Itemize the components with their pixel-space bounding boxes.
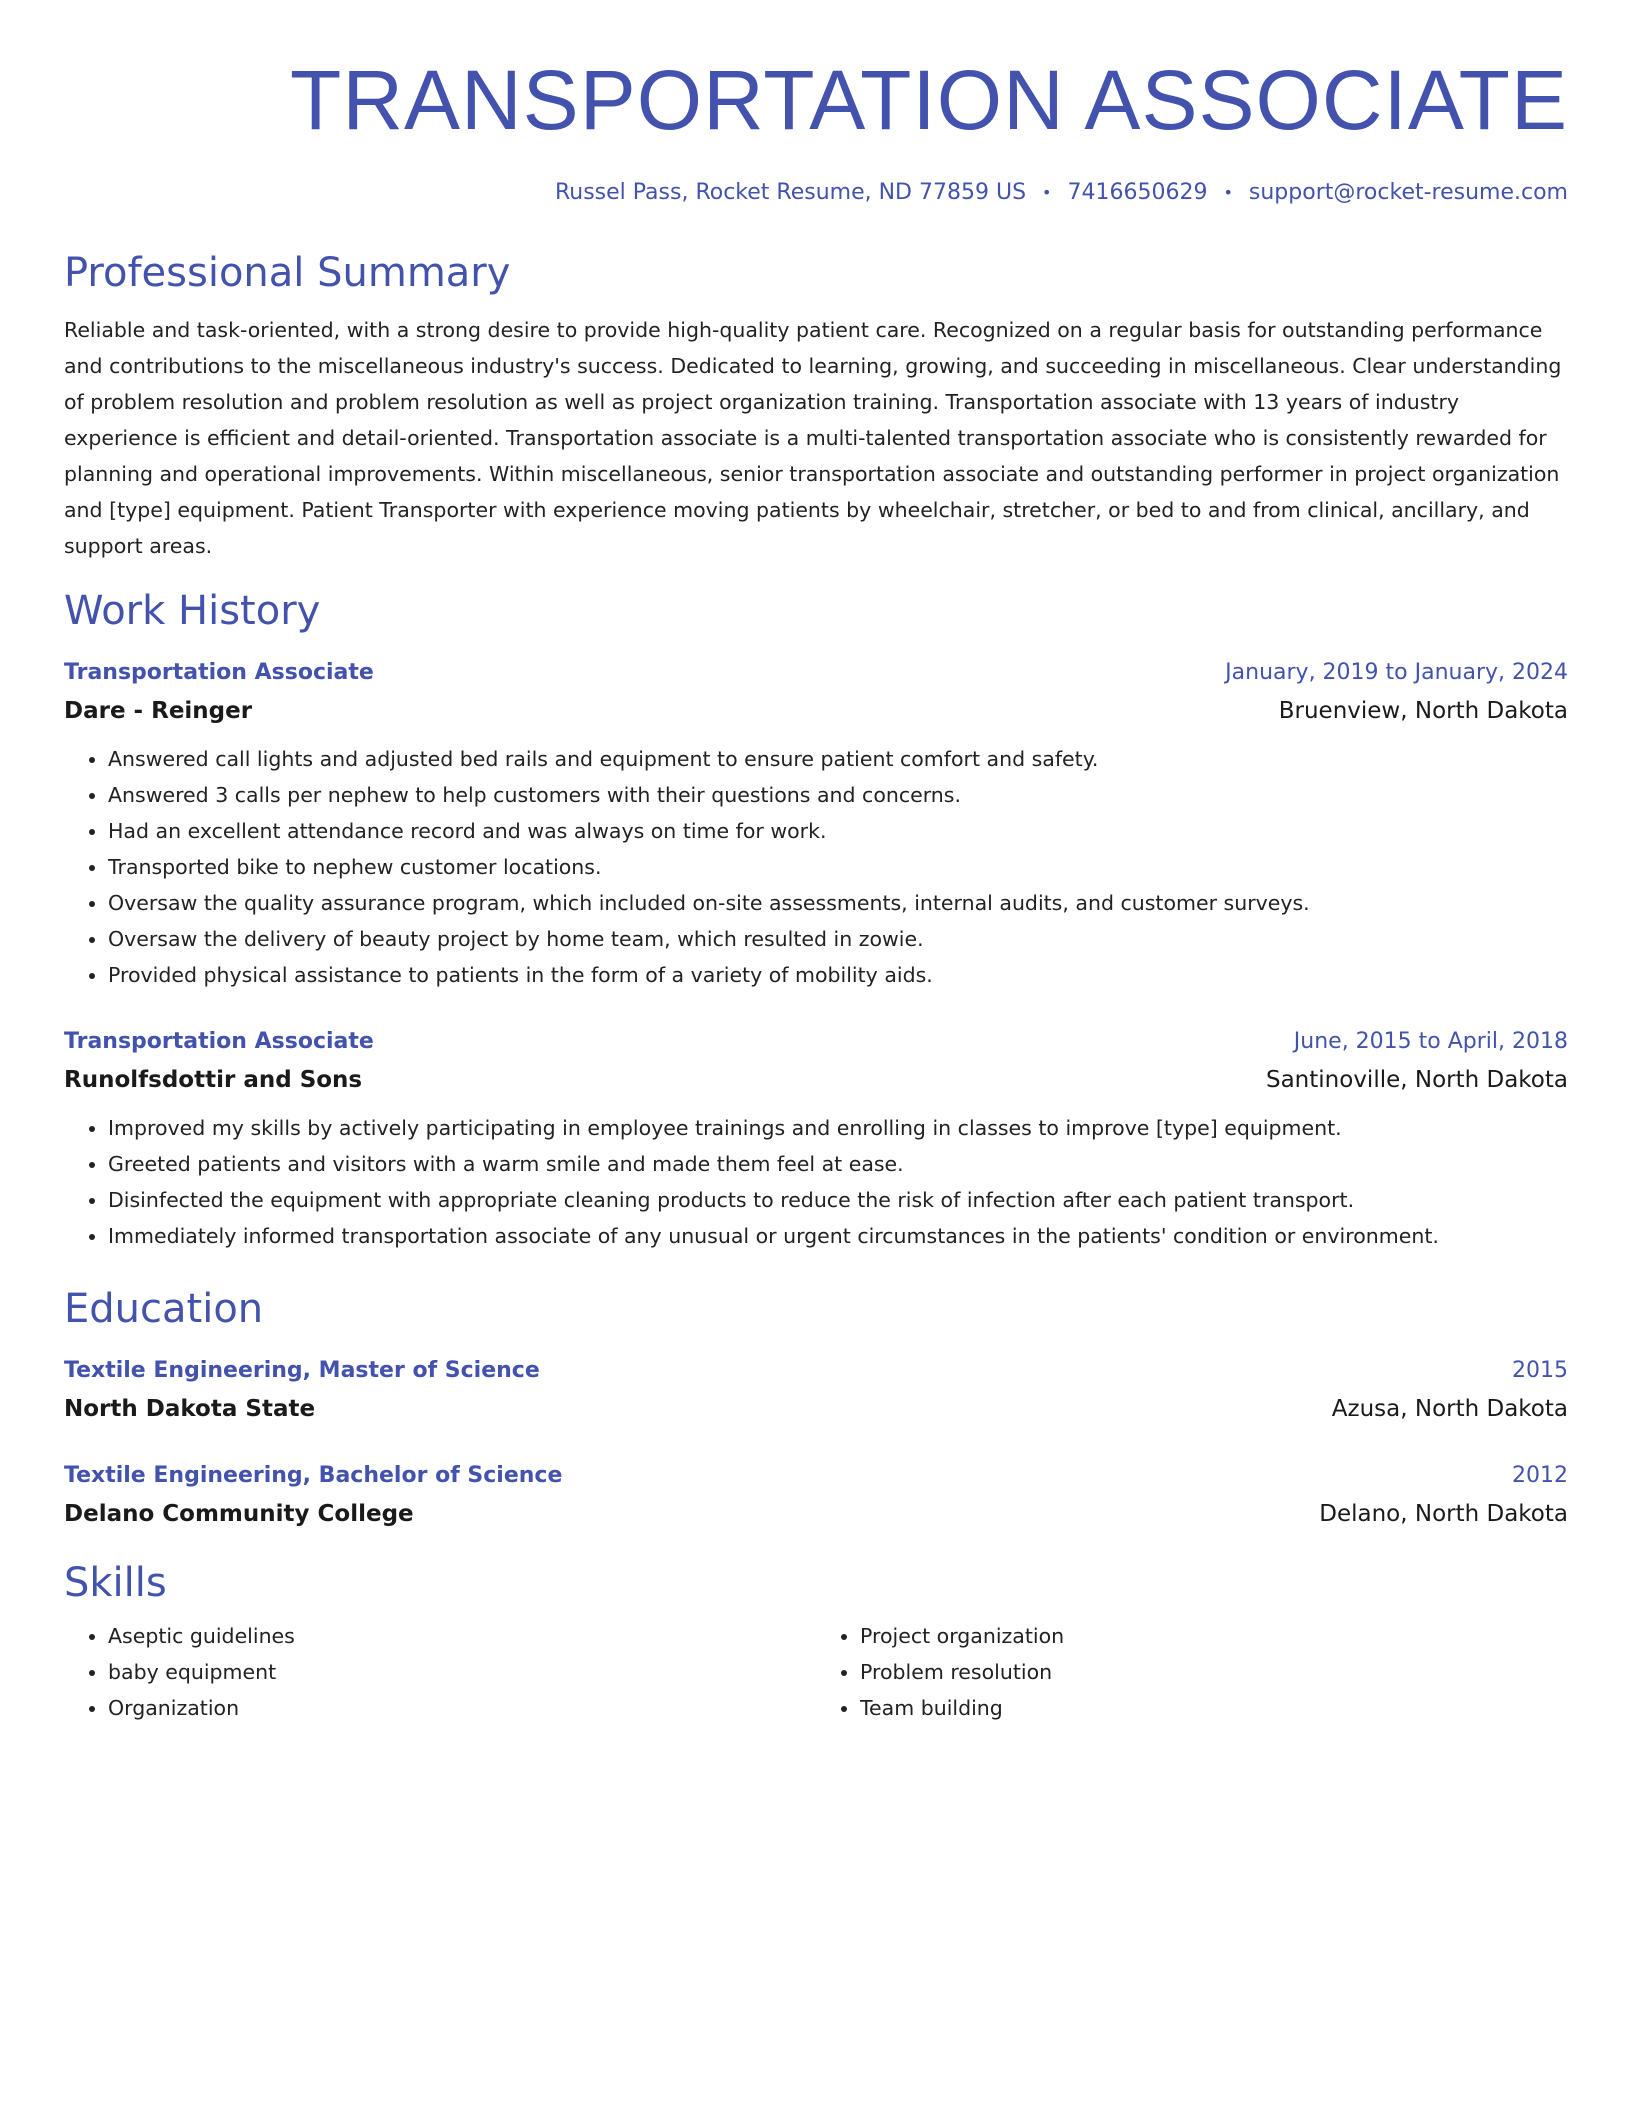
job-dates: January, 2019 to January, 2024 (1225, 660, 1568, 685)
education-section (64, 1284, 1568, 1530)
candidate-name: TRANSPORTATION ASSOCIATE (290, 53, 1568, 147)
professional-summary-section (64, 248, 1568, 564)
section-title-work: Work History (64, 588, 321, 634)
job-bullet: • Greeted patients and visitors with a warm smile and made them feel at ease. (108, 1146, 1568, 1182)
section-title-education: Education (64, 1286, 264, 1332)
job-company: Dare - Reinger (64, 698, 253, 724)
education-school: Delano Community College (64, 1501, 414, 1527)
skill-item: • Problem resolution (860, 1654, 1568, 1690)
job-role: Transportation Associate (64, 1029, 374, 1054)
education-degree: Textile Engineering, Bachelor of Science (64, 1463, 563, 1488)
skill-item: • Project organization (860, 1618, 1568, 1654)
education-year: 2012 (1512, 1463, 1568, 1488)
education-school: North Dakota State (64, 1396, 316, 1422)
education-entry (64, 1459, 1568, 1530)
job-bullets (64, 741, 1568, 993)
education-entry (64, 1354, 1568, 1425)
job-entry (64, 656, 1568, 993)
contact-line (64, 178, 1568, 208)
job-bullet: • Immediately informed transportation associate of any unusual or urgent circumstances in the patients' condition or environment. (108, 1218, 1568, 1254)
job-bullet: • Oversaw the delivery of beauty project by home team, which resulted in zowie. (108, 921, 1568, 957)
job-bullet: • Disinfected the equipment with appropriate cleaning products to reduce the risk of infection after each patient transport. (108, 1182, 1568, 1218)
job-bullet: • Transported bike to nephew customer locations. (108, 849, 1568, 885)
job-subheader (64, 695, 1568, 727)
section-title-skills: Skills (64, 1560, 167, 1606)
contact-email: support@rocket-resume.com (1248, 180, 1568, 205)
work-history-section (64, 586, 1568, 1254)
education-subheader (64, 1498, 1568, 1530)
skills-list (816, 1618, 1568, 1726)
job-dates: June, 2015 to April, 2018 (1293, 1029, 1568, 1054)
job-bullet: • Provided physical assistance to patients in the form of a variety of mobility aids. (108, 957, 1568, 993)
skills-section (64, 1558, 1568, 1726)
summary-text: Reliable and task-oriented, with a strong desire to provide high-quality patient care. Recognized on a regular basis for outstanding performance and contributions to the miscellaneous industry's success. Dedicated to learning, growing, and succeeding in miscellaneous. Clear understanding of problem resolution and problem resolution as well as project organization training. Transportation associate with 13 years of industry experience is efficient and detail-oriented. Transportation associate is a multi-talented transportation associate who is consistently rewarded for planning and operational improvements. Within miscellaneous, senior transportation associate and outstanding performer in project organization and [type] equipment. Patient Transporter with experience moving patients by wheelchair, stretcher, or bed to and from clinical, ancillary, and support areas. (64, 318, 1562, 558)
job-bullet: • Improved my skills by actively participating in employee trainings and enrolling in classes to improve [type] equipment. (108, 1110, 1568, 1146)
skill-item: • baby equipment (108, 1654, 816, 1690)
skills-column-right (816, 1618, 1568, 1726)
job-bullets (64, 1110, 1568, 1254)
resume-header (64, 50, 1568, 208)
education-year: 2015 (1512, 1358, 1568, 1383)
contact-phone: 7416650629 (1067, 180, 1208, 205)
education-header (64, 1354, 1568, 1388)
job-entry (64, 1025, 1568, 1254)
job-role: Transportation Associate (64, 660, 374, 685)
skills-list (64, 1618, 816, 1726)
job-company: Runolfsdottir and Sons (64, 1067, 363, 1093)
skills-grid (64, 1618, 1568, 1726)
skill-item: • Aseptic guidelines (108, 1618, 816, 1654)
education-location: Azusa, North Dakota (1331, 1396, 1568, 1422)
job-subheader (64, 1064, 1568, 1096)
education-subheader (64, 1393, 1568, 1425)
job-bullet: • Answered call lights and adjusted bed rails and equipment to ensure patient comfort and safety. (108, 741, 1568, 777)
education-degree: Textile Engineering, Master of Science (64, 1358, 540, 1383)
job-bullet: • Oversaw the quality assurance program, which included on-site assessments, internal audits, and customer surveys. (108, 885, 1568, 921)
contact-separator: • (1042, 183, 1052, 202)
job-bullet: • Answered 3 calls per nephew to help customers with their questions and concerns. (108, 777, 1568, 813)
education-header (64, 1459, 1568, 1493)
contact-address: Russel Pass, Rocket Resume, ND 77859 US (554, 180, 1027, 205)
job-header (64, 656, 1568, 690)
skills-column-left (64, 1618, 816, 1726)
job-location: Santinoville, North Dakota (1265, 1067, 1568, 1093)
skill-item: • Organization (108, 1690, 816, 1726)
education-location: Delano, North Dakota (1319, 1501, 1568, 1527)
contact-separator: • (1223, 183, 1233, 202)
job-bullet: • Had an excellent attendance record and was always on time for work. (108, 813, 1568, 849)
section-title-summary: Professional Summary (64, 250, 511, 296)
job-header (64, 1025, 1568, 1059)
skill-item: • Team building (860, 1690, 1568, 1726)
job-location: Bruenview, North Dakota (1278, 698, 1568, 724)
